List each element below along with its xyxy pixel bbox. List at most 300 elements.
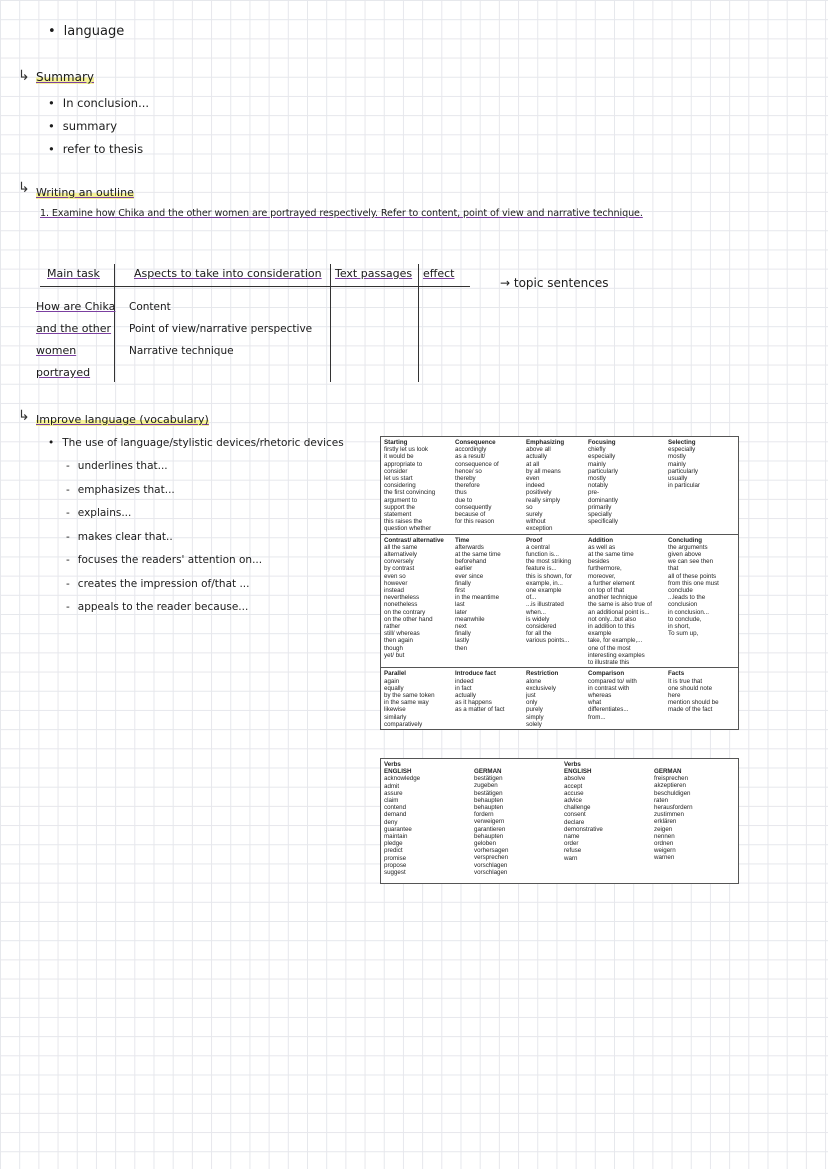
phrase-item: ...is illustrated [526, 601, 564, 609]
phrase-item: various points... [526, 637, 570, 645]
phrase-item: appropriate to [384, 460, 423, 468]
improve-item-text: emphasizes that... [77, 483, 175, 496]
arrow-right-icon: → [500, 276, 514, 290]
phrase-item: actually [455, 691, 476, 699]
phrase-item: the most striking [526, 558, 572, 566]
phrase-item: in short, [668, 623, 691, 631]
phrase-category-title: Starting [384, 439, 408, 446]
verb-item: behaupten [474, 804, 504, 812]
phrase-item: yet/ but [384, 651, 405, 659]
improve-item-text: explains... [77, 507, 132, 519]
verb-item: order [564, 840, 579, 848]
phrase-cell [665, 535, 736, 668]
phrase-item: an additional point is... [588, 608, 650, 616]
phrase-item: alternatively [384, 551, 418, 559]
phrase-item: chiefly [588, 446, 606, 454]
phrase-item: for all the [526, 630, 552, 638]
header-effect [423, 267, 454, 280]
verbs-left-english [381, 759, 471, 883]
verb-item: acknowledge [384, 775, 421, 783]
verb-item: vorschlagen [474, 868, 508, 876]
verbs-list [474, 775, 558, 876]
verb-item: guarantee [384, 825, 412, 833]
phrase-item: whereas [588, 691, 612, 699]
summary-item-text: In conclusion... [62, 96, 150, 110]
verb-item: nennen [654, 832, 675, 840]
header-effect-text: effect [423, 267, 455, 280]
phrase-item: actually [526, 453, 547, 461]
phrase-item: in the meantime [455, 594, 500, 602]
phrase-item: differentiates... [588, 706, 629, 714]
phrase-item: feature is... [526, 565, 557, 573]
phrase-item: nevertheless [384, 594, 420, 602]
verb-item: challenge [564, 804, 591, 812]
arrow-icon: ↳ [18, 180, 30, 196]
language-bullet [48, 24, 124, 39]
phrase-item: moreover, [588, 572, 616, 580]
verbs-lang: GERMAN [654, 768, 682, 775]
phrase-item: on the contrary [384, 608, 426, 616]
phrase-item: likewise [384, 706, 406, 714]
main-task-cell [36, 296, 115, 384]
phrase-item: because of [455, 511, 486, 519]
verb-item: warn [564, 854, 578, 862]
phrase-item: we can see then [668, 558, 714, 566]
verbs-title: Verbs [564, 761, 581, 768]
phrase-item: mainly [668, 460, 686, 468]
phrase-item: when... [526, 608, 546, 616]
phrase-item: in the same way [384, 699, 429, 707]
phrase-item: later [455, 608, 468, 616]
header-text-passages [335, 267, 412, 280]
phrase-cell [523, 668, 585, 729]
phrase-item: given above [668, 551, 702, 559]
phrase-item: argument to [384, 496, 418, 504]
phrase-item: alone [526, 677, 542, 685]
outline-table [36, 262, 470, 382]
verb-item: accept [564, 782, 583, 790]
phrase-item: mostly [588, 475, 606, 483]
topic-sentences-note [500, 276, 608, 290]
improve-bullet-text: The use of language/stylistic devices/rhetoric devices [62, 437, 344, 449]
improve-item [66, 554, 262, 566]
summary-item [48, 96, 149, 110]
phrase-item: in contrast with [588, 684, 630, 692]
aspect-line: Narrative technique [129, 345, 234, 357]
header-main-task-text: Main task [47, 267, 100, 280]
phrase-item: for this reason [455, 518, 495, 526]
phrase-item: hence/ so [455, 467, 482, 475]
phrase-item: indeed [455, 677, 474, 685]
verb-item: deny [384, 818, 398, 826]
phrase-item: this is shown, for [526, 572, 573, 580]
verb-item: claim [384, 797, 399, 805]
verb-item: behaupten [474, 832, 504, 840]
aspect-line: Point of view/narrative perspective [129, 323, 313, 335]
topic-sentences-text: topic sentences [513, 276, 609, 290]
phrase-table [380, 436, 739, 730]
phrase-item: to illustrate this [588, 659, 630, 667]
phrase-category-title: Parallel [384, 670, 407, 678]
header-aspects [134, 267, 322, 280]
phrase-category-title: Contrast/ alternative [384, 536, 444, 544]
phrase-item: thus [455, 489, 467, 497]
verb-item: zustimmen [654, 811, 684, 819]
verb-item: behaupten [474, 796, 504, 804]
phrase-item: in fact [455, 684, 472, 692]
verb-item: ordnen [654, 840, 674, 848]
phrase-item: besides [588, 558, 610, 566]
verb-item: contend [384, 804, 407, 812]
verb-item: verweigern [474, 818, 505, 826]
phrase-category-title: Time [455, 536, 470, 544]
phrase-item: primarily [588, 503, 612, 511]
verb-item: zeigen [654, 825, 673, 833]
phrase-item: considering [384, 482, 416, 490]
phrase-item: a central [526, 543, 550, 551]
phrase-item: the arguments [668, 543, 708, 551]
phrase-item: especially [668, 446, 696, 454]
phrase-category-title: Focusing [588, 439, 616, 446]
improve-item-text: creates the impression of/that ... [77, 577, 250, 590]
phrase-item: similarly [384, 713, 407, 721]
phrase-item: thereby [455, 475, 476, 483]
phrase-item: notably [588, 482, 608, 490]
improve-item [66, 601, 248, 613]
phrase-category-title: Facts [668, 670, 685, 678]
verb-item: advice [564, 797, 582, 805]
verb-item: raten [654, 796, 669, 804]
verb-item: promise [384, 854, 407, 862]
phrase-cell [452, 668, 523, 729]
phrase-item: consider [384, 467, 408, 475]
table-divider [40, 286, 470, 287]
phrase-item: that [668, 565, 679, 573]
verbs-list [564, 775, 648, 861]
phrase-item: still/ whereas [384, 630, 420, 638]
phrase-item: equally [384, 684, 404, 692]
phrase-item: function is... [526, 551, 560, 559]
outline-heading [36, 186, 134, 199]
phrase-item: without [526, 518, 546, 526]
phrase-item: of... [526, 594, 537, 602]
phrase-item: it would be [384, 453, 414, 461]
verb-item: weigern [654, 847, 676, 855]
phrase-item: as it happens [455, 699, 492, 707]
phrase-item: question whether [384, 525, 432, 533]
phrase-item: not only...but also [588, 615, 637, 623]
verb-item: suggest [384, 869, 406, 877]
phrase-item: specifically [588, 518, 618, 526]
verb-item: versprechen [474, 854, 509, 862]
verb-item: absolve [564, 775, 586, 783]
phrase-cell [381, 668, 452, 729]
phrase-item: as a result/ [455, 453, 486, 461]
phrase-item: one example [526, 587, 562, 595]
phrase-item: as a matter of fact [455, 706, 505, 714]
phrase-item: earlier [455, 565, 473, 573]
verb-item: warnen [654, 854, 675, 862]
phrase-item: in addition to this [588, 623, 635, 631]
phrase-item: purely [526, 706, 543, 714]
phrase-cell [381, 535, 452, 668]
phrase-item: above all [526, 446, 551, 454]
table-divider [418, 264, 419, 382]
phrase-item: specially [588, 511, 612, 519]
phrase-cell [585, 668, 665, 729]
phrase-item: dominantly [588, 496, 618, 504]
phrase-item: however [384, 579, 408, 587]
phrase-item: It is true that [668, 677, 703, 685]
phrase-item: exception [526, 525, 553, 533]
phrase-item: from this one must [668, 579, 719, 587]
phrase-category-title: Emphasizing [526, 439, 565, 446]
phrase-cell [585, 437, 665, 534]
phrase-item: all of these points [668, 572, 717, 580]
aspect-line: Content [129, 301, 171, 313]
main-task-line: How are Chika [36, 300, 116, 313]
phrase-item: even so [384, 572, 406, 580]
verb-item: freisprechen [654, 775, 689, 783]
verb-item: beschuldigen [654, 789, 691, 797]
verb-item: garantieren [474, 825, 506, 833]
summary-item [48, 142, 143, 156]
phrase-item: to conclude, [668, 615, 702, 623]
verb-item: demonstrative [564, 825, 603, 833]
verb-item: consent [564, 811, 586, 819]
phrase-item: this raises the [384, 518, 423, 526]
phrase-item: particularly [668, 467, 698, 475]
phrase-item: next [455, 623, 467, 631]
phrase-item: the same is also true of [588, 601, 652, 609]
phrase-item: at the same time [588, 551, 634, 559]
phrase-item: by the same token [384, 691, 435, 699]
phrase-item: in conclusion... [668, 608, 709, 616]
phrase-item: by contrast [384, 565, 415, 573]
phrase-cell [585, 535, 665, 668]
phrase-item: what [588, 699, 602, 707]
improve-heading [36, 413, 209, 426]
phrase-item: on the other hand [384, 615, 433, 623]
header-aspects-text: Aspects to take into consideration [134, 267, 322, 280]
verb-item: propose [384, 861, 407, 869]
phrase-item: interesting examples [588, 651, 645, 659]
improve-heading-text: Improve language (vocabulary) [36, 413, 209, 426]
phrase-item: mention should be [668, 699, 719, 707]
verb-item: assure [384, 789, 403, 797]
outline-heading-text: Writing an outline [36, 186, 134, 199]
phrase-category-title: Restriction [526, 670, 559, 678]
improve-item [66, 484, 175, 496]
arrow-icon: ↳ [18, 68, 30, 84]
phrase-item: particularly [588, 467, 618, 475]
phrase-item: though [384, 644, 403, 652]
phrase-cell [523, 535, 585, 668]
phrase-cell [452, 437, 523, 534]
phrase-item: in particular [668, 482, 700, 490]
phrase-item: from... [588, 713, 606, 721]
phrase-item: afterwards [455, 543, 484, 551]
phrase-item: support the [384, 503, 415, 511]
verbs-table [380, 758, 739, 884]
phrase-category-title: Comparison [588, 670, 625, 678]
verb-item: admit [384, 782, 400, 790]
phrase-item: To sum up, [668, 630, 699, 638]
verb-item: geloben [474, 840, 497, 848]
outline-task-text: 1. Examine how Chika and the other women are portrayed respectively. Refer to content, point of view and narrative technique. [40, 208, 643, 219]
phrase-item: exclusively [526, 684, 556, 692]
phrase-item: simply [526, 713, 544, 721]
phrase-item: take, for example,... [588, 637, 643, 645]
phrase-item: conclude [668, 587, 693, 595]
phrase-item: accordingly [455, 446, 487, 454]
verb-item: herausfordern [654, 804, 693, 812]
verb-item: accuse [564, 789, 584, 797]
phrase-cell [452, 535, 523, 668]
phrase-item: all the same [384, 543, 418, 551]
phrase-item: as well as [588, 543, 616, 551]
phrase-item: is widely [526, 615, 550, 623]
phrase-item: first [455, 587, 465, 595]
improve-item-text: underlines that... [77, 460, 168, 472]
phrase-row [381, 668, 738, 729]
phrase-item: ever since [455, 572, 484, 580]
improve-item [66, 507, 131, 519]
phrase-item: example, in... [526, 579, 563, 587]
verb-item: predict [384, 847, 403, 855]
phrase-item: conversely [384, 558, 414, 566]
verb-item: pledge [384, 840, 403, 848]
verbs-list [384, 775, 468, 876]
phrase-item: due to [455, 496, 473, 504]
phrase-cell [381, 437, 452, 534]
main-task-line: and the other [36, 322, 112, 335]
phrase-item: even [526, 475, 540, 483]
phrase-item: especially [588, 453, 616, 461]
phrase-item: solely [526, 720, 542, 728]
summary-item-text: summary [62, 119, 118, 133]
phrase-item: instead [384, 587, 404, 595]
phrase-item: ...leads to the [668, 594, 706, 602]
verb-item: erklären [654, 818, 677, 826]
phrase-item: at all [526, 460, 540, 468]
phrase-item: mainly [588, 460, 606, 468]
phrase-item: consequence of [455, 460, 499, 468]
phrase-item: again [384, 677, 400, 685]
phrase-item: here [668, 691, 681, 699]
phrase-item: the first convincing [384, 489, 436, 497]
arrow-icon: ↳ [18, 408, 30, 424]
phrase-item: only [526, 699, 538, 707]
main-task-line: women [36, 344, 77, 357]
verb-item: demand [384, 811, 407, 819]
verb-item: vorschlagen [474, 861, 508, 869]
phrase-category-title: Addition [588, 536, 614, 544]
phrase-item: meanwhile [455, 615, 485, 623]
phrase-item: another technique [588, 594, 638, 602]
verbs-lang: GERMAN [474, 768, 502, 775]
verbs-left-german [471, 759, 561, 883]
verbs-lang: ENGLISH [564, 768, 592, 776]
aspects-cell [129, 296, 312, 362]
phrase-item: consequently [455, 503, 492, 511]
phrase-item: just [526, 691, 536, 699]
phrase-item: one of the most [588, 644, 631, 652]
phrase-item: then again [384, 637, 413, 645]
verb-item: refuse [564, 847, 582, 855]
phrase-item: so [526, 503, 533, 511]
phrase-item: a further element [588, 579, 635, 587]
phrase-item: comparatively [384, 720, 423, 728]
phrase-item: conclusion [668, 601, 698, 609]
phrase-cell [523, 437, 585, 534]
phrase-item: then [455, 644, 468, 652]
table-divider [330, 264, 331, 382]
phrase-item: finally [455, 630, 471, 638]
phrase-category-title: Concluding [668, 536, 703, 544]
summary-item [48, 119, 117, 133]
verbs-list [654, 775, 735, 861]
phrase-item: positively [526, 489, 552, 497]
phrase-item: beforehand [455, 558, 487, 566]
verb-item: bestätigen [474, 789, 503, 797]
phrase-category-title: Consequence [455, 439, 496, 446]
phrase-item: rather [384, 623, 401, 631]
improve-item-text: makes clear that.. [77, 530, 173, 543]
phrase-item: furthermore, [588, 565, 622, 573]
phrase-item: at the same time [455, 551, 501, 559]
verb-item: bestätigen [474, 775, 503, 783]
phrase-row [381, 535, 738, 669]
verbs-right-german [651, 759, 738, 883]
phrase-item: pre- [588, 489, 600, 497]
phrase-item: considered [526, 623, 557, 631]
verbs-right-english [561, 759, 651, 883]
outline-task [40, 208, 643, 219]
summary-heading-text: Summary [36, 70, 94, 84]
phrase-item: let us start [384, 475, 413, 483]
phrase-item: example [588, 630, 612, 638]
phrase-item: finally [455, 579, 471, 587]
phrase-item: compared to/ with [588, 677, 637, 685]
phrase-item: really simply [526, 496, 561, 504]
phrase-category-title: Selecting [668, 439, 696, 446]
verb-item: name [564, 833, 580, 841]
improve-item [66, 531, 173, 543]
phrase-item: one should note [668, 684, 713, 692]
phrase-row [381, 437, 738, 535]
phrase-cell [665, 668, 736, 729]
phrase-item: statement [384, 511, 412, 519]
summary-heading [36, 70, 94, 84]
phrase-item: indeed [526, 482, 545, 490]
verb-item: declare [564, 818, 585, 826]
verbs-title: Verbs [384, 761, 401, 768]
language-bullet-text: language [63, 24, 125, 39]
verb-item: maintain [384, 833, 408, 841]
phrase-category-title: Proof [526, 536, 543, 544]
improve-bullet [48, 437, 344, 449]
phrase-item: firstly let us look [384, 446, 429, 454]
phrase-item: on top of that [588, 587, 625, 595]
verbs-lang: ENGLISH [384, 768, 412, 776]
main-task-line: portrayed [36, 366, 91, 379]
phrase-item: nonetheless [384, 601, 418, 609]
phrase-item: usually [668, 475, 688, 483]
phrase-item: mostly [668, 453, 686, 461]
phrase-item: lastly [455, 637, 470, 645]
verb-item: vorhersagen [474, 847, 509, 855]
